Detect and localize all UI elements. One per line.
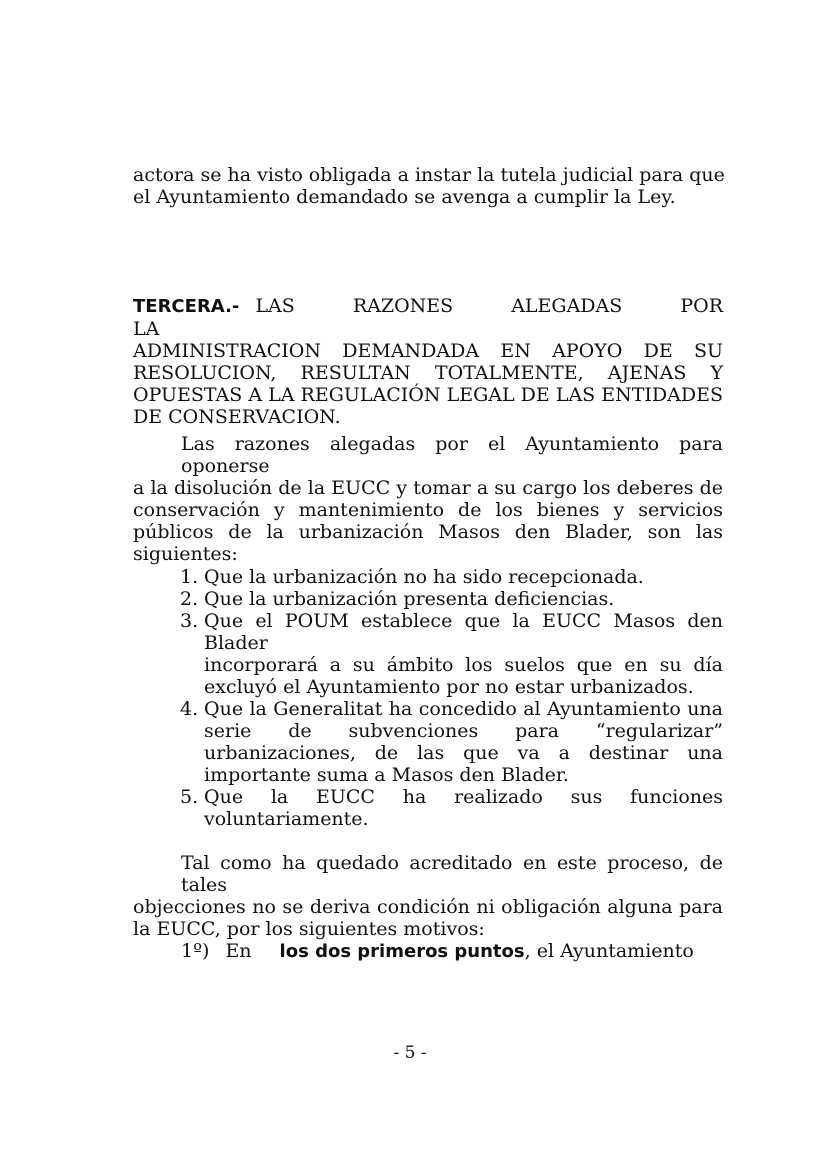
reasons-list bbox=[180, 566, 723, 830]
paragraph-line: el Ayuntamiento demandado se avenga a cumplir la Ley. bbox=[133, 186, 676, 208]
heading-line: ADMINISTRACION DEMANDADA EN APOYO DE SU bbox=[133, 340, 723, 362]
paragraph-intro bbox=[133, 164, 723, 208]
heading-line: DE CONSERVACION. bbox=[133, 406, 341, 428]
list-line: Que la urbanización no ha sido recepcionada. bbox=[204, 566, 644, 588]
paragraph-line: conservación y mantenimiento de los bienes y servicios bbox=[133, 499, 723, 521]
heading-line: RESOLUCION, RESULTAN TOTALMENTE, AJENAS Y bbox=[133, 362, 723, 384]
list-line: Que el POUM establece que la EUCC Masos den Blader bbox=[204, 610, 723, 654]
point-pre: En bbox=[225, 940, 252, 962]
list-line: incorporará a su ámbito los suelos que en su día bbox=[204, 654, 723, 676]
list-number: 4. bbox=[180, 698, 199, 720]
paragraph-line: a la disolución de la EUCC y tomar a su cargo los deberes de bbox=[133, 477, 723, 499]
list-number: 3. bbox=[180, 610, 199, 632]
list-line: Que la Generalitat ha concedido al Ayuntamiento una bbox=[204, 698, 723, 720]
list-line: Que la urbanización presenta deficiencias. bbox=[204, 588, 615, 610]
list-item bbox=[180, 786, 723, 830]
point-post: , el Ayuntamiento bbox=[524, 940, 694, 962]
paragraph-line: Las razones alegadas por el Ayuntamiento para oponerse bbox=[181, 433, 723, 477]
list-line: excluyó el Ayuntamiento por no estar urbanizados. bbox=[204, 676, 694, 698]
paragraph-line: la EUCC, por los siguientes motivos: bbox=[133, 918, 485, 940]
paragraph-line: objecciones no se deriva condición ni obligación alguna para bbox=[133, 896, 723, 918]
paragraph-razones bbox=[133, 433, 723, 565]
list-line: importante suma a Masos den Blader. bbox=[204, 764, 569, 786]
paragraph-line: Tal como ha quedado acreditado en este proceso, de tales bbox=[181, 852, 723, 896]
heading-line: OPUESTAS A LA REGULACIÓN LEGAL DE LAS ENTIDADES bbox=[133, 384, 723, 406]
paragraph-acreditado bbox=[133, 852, 723, 940]
heading-label: TERCERA.- bbox=[133, 296, 240, 317]
point-bold: los dos primeros puntos bbox=[279, 941, 525, 962]
list-line: serie de subvenciones para “regularizar” bbox=[204, 720, 723, 742]
list-number: 1. bbox=[180, 566, 199, 588]
list-item bbox=[180, 588, 723, 610]
point-line bbox=[133, 940, 723, 963]
list-line: urbanizaciones, de las que va a destinar una bbox=[204, 742, 723, 764]
list-item bbox=[180, 698, 723, 786]
section-heading bbox=[133, 295, 723, 428]
heading-text: LAS RAZONES ALEGADAS POR LA bbox=[133, 295, 723, 340]
paragraph-line: siguientes: bbox=[133, 543, 238, 565]
list-number: 5. bbox=[180, 786, 199, 808]
point-one bbox=[133, 940, 723, 963]
paragraph-line: públicos de la urbanización Masos den Blader, son las bbox=[133, 521, 723, 543]
list-line: Que la EUCC ha realizado sus funciones bbox=[204, 786, 723, 808]
list-line: voluntariamente. bbox=[204, 808, 369, 830]
paragraph-line: actora se ha visto obligada a instar la tutela judicial para que bbox=[133, 164, 725, 186]
page-number: - 5 - bbox=[393, 1043, 427, 1063]
list-item bbox=[180, 566, 723, 588]
heading-line bbox=[133, 295, 723, 340]
list-item bbox=[180, 610, 723, 698]
point-number: 1º) bbox=[181, 940, 210, 962]
list-number: 2. bbox=[180, 588, 199, 610]
